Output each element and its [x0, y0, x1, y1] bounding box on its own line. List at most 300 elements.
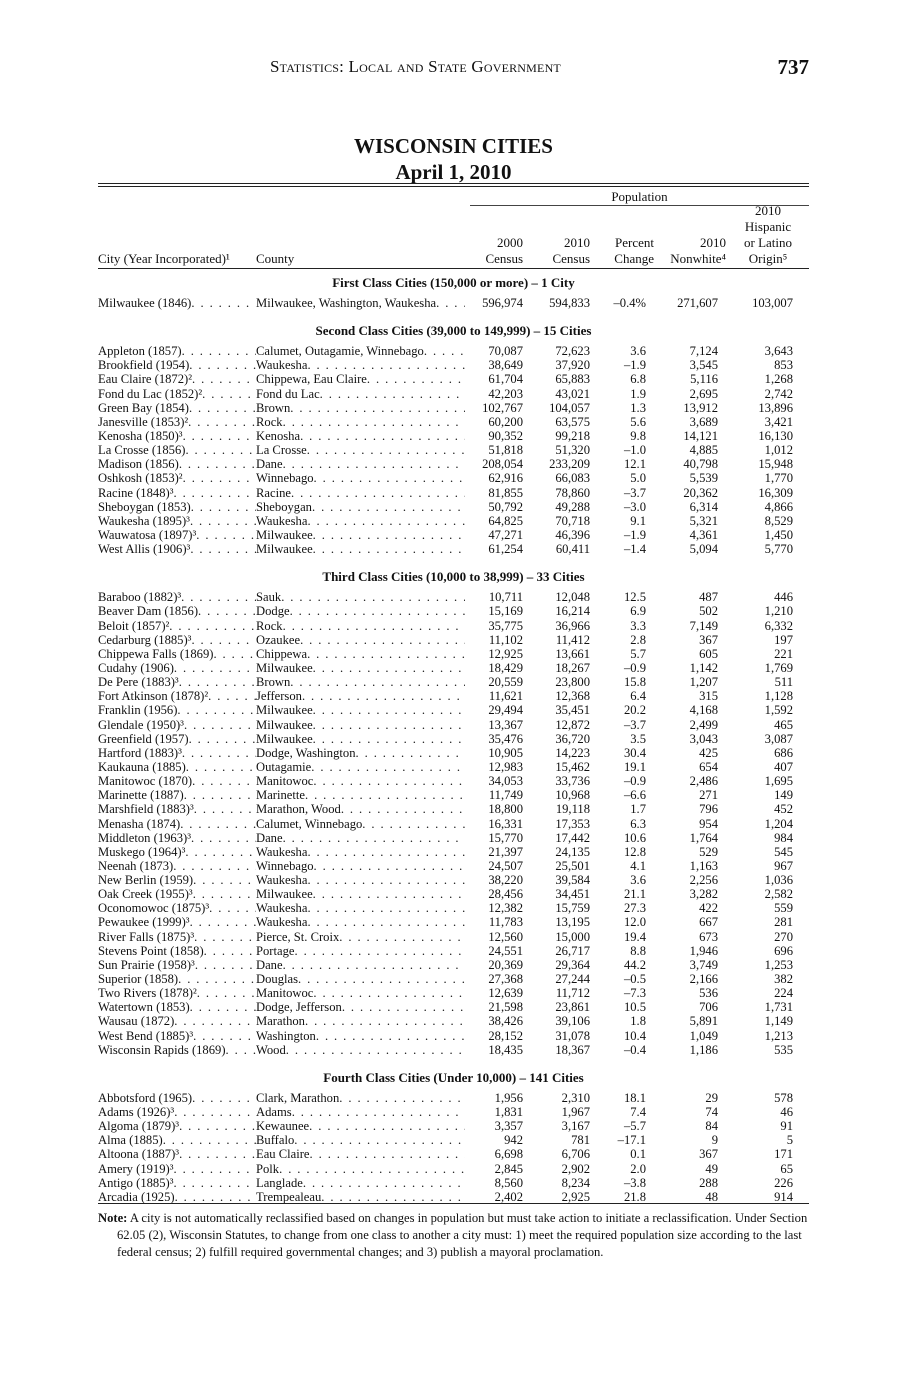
census-2000-cell: 61,254 — [488, 542, 523, 557]
county-name: Sheboygan — [256, 499, 312, 514]
city-name: Fort Atkinson (1878)² — [98, 689, 209, 704]
nonwhite-cell: 14,121 — [683, 428, 718, 443]
table-row — [98, 1105, 809, 1119]
city-name: Watertown (1853) — [98, 1000, 190, 1015]
county-name: Pierce, St. Croix — [256, 929, 340, 944]
county-cell — [256, 1119, 465, 1133]
header-2000-census — [465, 235, 523, 267]
city-cell — [98, 788, 256, 802]
percent-change-cell: 8.8 — [630, 943, 646, 958]
city-cell — [98, 401, 256, 415]
county-name: Brown — [256, 400, 291, 415]
nonwhite-cell: 654 — [699, 759, 718, 774]
city-cell — [98, 1133, 256, 1147]
header-rule — [98, 268, 809, 269]
city-name: Muskego (1964)³ — [98, 844, 186, 859]
table-row — [98, 1133, 809, 1147]
census-2010-cell: 25,501 — [555, 858, 590, 873]
census-2000-cell: 50,792 — [488, 499, 523, 514]
city-cell — [98, 915, 256, 929]
percent-change-cell: 12.5 — [623, 590, 646, 605]
nonwhite-cell: 605 — [699, 646, 718, 661]
section-title: Third Class Cities (10,000 to 38,999) – 33 Cities — [322, 569, 585, 585]
nonwhite-cell: 6,314 — [689, 499, 718, 514]
county-cell — [256, 718, 465, 732]
census-2000-cell: 15,169 — [488, 604, 523, 619]
census-2010-cell: 23,861 — [555, 1000, 590, 1015]
city-cell — [98, 760, 256, 774]
city-name: Oconomowoc (1875)³ — [98, 901, 210, 916]
county-cell — [256, 661, 465, 675]
nonwhite-cell: 5,321 — [689, 513, 718, 528]
nonwhite-cell: 487 — [699, 590, 718, 605]
city-name: Franklin (1956) — [98, 703, 178, 718]
census-2010-cell: 14,223 — [555, 745, 590, 760]
census-2000-cell: 60,200 — [488, 414, 523, 429]
percent-change-cell: 9.1 — [630, 513, 646, 528]
table-row — [98, 457, 809, 471]
percent-change-cell: 12.0 — [623, 915, 646, 930]
county-cell — [256, 1176, 465, 1190]
city-cell — [98, 944, 256, 958]
percent-change-cell: 4.1 — [630, 858, 646, 873]
nonwhite-cell: 74 — [705, 1105, 718, 1120]
top-rule-double — [98, 186, 809, 187]
city-name: Marshfield (1883)³ — [98, 802, 194, 817]
census-2010-cell: 2,310 — [561, 1090, 590, 1105]
section-gap — [98, 1057, 809, 1065]
census-2010-cell: 23,800 — [555, 675, 590, 690]
table-row — [98, 930, 809, 944]
county-name: Douglas — [256, 972, 298, 987]
nonwhite-cell: 3,689 — [689, 414, 718, 429]
county-name: Milwaukee — [256, 703, 313, 718]
county-name: Waukesha — [256, 901, 308, 916]
county-cell — [256, 887, 465, 901]
table-row — [98, 1043, 809, 1057]
city-name: Wausau (1872) — [98, 1014, 175, 1029]
census-2010-cell: 13,661 — [555, 646, 590, 661]
city-cell — [98, 986, 256, 1000]
county-cell — [256, 817, 465, 831]
percent-change-cell: 3.5 — [630, 731, 646, 746]
hispanic-cell: 559 — [774, 901, 793, 916]
census-2000-cell: 12,560 — [488, 929, 523, 944]
city-name: Sun Prairie (1958)³ — [98, 957, 195, 972]
county-cell — [256, 703, 465, 717]
hispanic-cell: 197 — [774, 632, 793, 647]
census-2000-cell: 47,271 — [488, 527, 523, 542]
census-2010-cell: 12,368 — [555, 689, 590, 704]
table-row — [98, 443, 809, 457]
census-2000-cell: 12,382 — [488, 901, 523, 916]
county-name: Chippewa, Eau Claire — [256, 372, 367, 387]
county-cell — [256, 647, 465, 661]
percent-change-cell: –1.9 — [623, 358, 646, 373]
county-cell — [256, 1014, 465, 1028]
nonwhite-cell: 5,094 — [689, 542, 718, 557]
nonwhite-cell: 529 — [699, 844, 718, 859]
county-name: Chippewa — [256, 646, 308, 661]
hispanic-cell: 91 — [780, 1119, 793, 1134]
census-2000-cell: 18,429 — [488, 660, 523, 675]
percent-change-cell: 6.4 — [630, 689, 646, 704]
hispanic-cell: 545 — [774, 844, 793, 859]
nonwhite-cell: 271 — [699, 788, 718, 803]
city-name: West Bend (1885)³ — [98, 1028, 194, 1043]
hispanic-cell: 1,012 — [764, 443, 793, 458]
city-name: Adams (1926)³ — [98, 1105, 175, 1120]
table-row — [98, 372, 809, 386]
percent-change-cell: –1.4 — [623, 542, 646, 557]
note-text: A city is not automatically reclassified based on changes in population but must take action to initiate a reclassification. Under Section 62.05 (2), Wisconsin Statutes, to change from one class to another a city must: 1) meet the required population size according to the last federal census; 2) fulfill required governmental changes; and 3) publish a mayoral proclamation. — [117, 1211, 808, 1259]
nonwhite-cell: 4,361 — [689, 527, 718, 542]
city-cell — [98, 372, 256, 386]
county-name: Milwaukee — [256, 717, 313, 732]
table-row — [98, 590, 809, 604]
city-name: Milwaukee (1846) — [98, 296, 192, 310]
percent-change-cell: 3.6 — [630, 344, 646, 359]
city-name: La Crosse (1856) — [98, 443, 186, 458]
hispanic-cell: 967 — [774, 858, 793, 873]
hispanic-cell: 1,770 — [764, 471, 793, 486]
county-name: Rock — [256, 618, 283, 633]
census-2010-cell: 43,021 — [555, 386, 590, 401]
city-cell — [98, 1119, 256, 1133]
hispanic-cell: 8,529 — [764, 513, 793, 528]
county-name: Washington — [256, 1028, 316, 1043]
percent-change-cell: 2.0 — [630, 1161, 646, 1176]
census-2000-cell: 42,203 — [488, 386, 523, 401]
census-2000-cell: 11,783 — [488, 915, 523, 930]
nonwhite-cell: 536 — [699, 986, 718, 1001]
hispanic-cell: 5 — [786, 1133, 793, 1148]
city-name: Fond du Lac (1852)² — [98, 386, 203, 401]
city-cell — [98, 703, 256, 717]
city-name: Green Bay (1854) — [98, 400, 189, 415]
percent-change-cell: 6.8 — [630, 372, 646, 387]
county-cell — [256, 774, 465, 788]
hispanic-cell: 226 — [774, 1175, 793, 1190]
census-2000-cell: 20,369 — [488, 957, 523, 972]
nonwhite-cell: 20,362 — [683, 485, 718, 500]
table-row — [98, 944, 809, 958]
census-2000-cell: 1,831 — [494, 1105, 523, 1120]
hispanic-cell: 1,253 — [764, 957, 793, 972]
city-name: Janesville (1853)² — [98, 414, 189, 429]
city-name: Beaver Dam (1856) — [98, 604, 199, 619]
city-cell — [98, 746, 256, 760]
city-cell — [98, 1176, 256, 1190]
nonwhite-cell: 13,912 — [683, 400, 718, 415]
city-name: Marinette (1887) — [98, 788, 184, 803]
county-cell — [256, 958, 465, 972]
table-row — [98, 873, 809, 887]
city-cell — [98, 443, 256, 457]
census-2010-cell: 104,057 — [549, 400, 590, 415]
city-cell — [98, 528, 256, 542]
county-name: Marinette — [256, 788, 305, 803]
county-cell — [256, 1105, 465, 1119]
city-cell — [98, 619, 256, 633]
county-cell — [256, 500, 465, 514]
percent-change-cell: –17.1 — [617, 1133, 646, 1148]
nonwhite-cell: 84 — [705, 1119, 718, 1134]
nonwhite-cell: 1,163 — [689, 858, 718, 873]
percent-change-cell: –7.3 — [623, 986, 646, 1001]
table-row — [98, 528, 809, 542]
running-title: Statistics: Local and State Government — [270, 57, 561, 76]
hispanic-cell: 1,769 — [764, 660, 793, 675]
census-2000-cell: 21,598 — [488, 1000, 523, 1015]
header-2000-line1: 2000 — [497, 235, 523, 250]
percent-change-cell: 9.8 — [630, 428, 646, 443]
nonwhite-cell: 9 — [711, 1133, 718, 1148]
percent-change-cell: –0.9 — [623, 774, 646, 789]
hispanic-cell: 1,204 — [764, 816, 793, 831]
city-cell — [98, 358, 256, 372]
census-2010-cell: 15,462 — [555, 759, 590, 774]
county-cell — [256, 1162, 465, 1176]
census-2000-cell: 51,818 — [488, 443, 523, 458]
nonwhite-cell: 5,116 — [690, 372, 718, 387]
nonwhite-cell: 29 — [705, 1090, 718, 1105]
percent-change-cell: 12.1 — [623, 457, 646, 472]
percent-change-cell: –6.6 — [623, 788, 646, 803]
page-title — [0, 133, 907, 185]
census-2000-cell: 27,368 — [488, 972, 523, 987]
nonwhite-cell: 1,207 — [689, 675, 718, 690]
census-2010-cell: 2,925 — [561, 1189, 590, 1204]
hispanic-cell: 984 — [774, 830, 793, 845]
county-name: Milwaukee — [256, 887, 313, 902]
percent-change-cell: 21.8 — [623, 1189, 646, 1204]
census-2000-cell: 21,397 — [488, 844, 523, 859]
census-2000-cell: 18,435 — [488, 1042, 523, 1057]
header-hispanic — [733, 203, 803, 267]
census-2000-cell: 62,916 — [488, 471, 523, 486]
table-row — [98, 415, 809, 429]
population-group-label: Population — [611, 189, 668, 204]
census-2010-cell: 12,872 — [555, 717, 590, 732]
percent-change-cell: 19.4 — [623, 929, 646, 944]
table-row — [98, 647, 809, 661]
city-name: Greenfield (1957) — [98, 731, 189, 746]
hispanic-cell: 1,695 — [764, 774, 793, 789]
county-name: Marathon — [256, 1014, 305, 1029]
percent-change-cell: 10.4 — [623, 1028, 646, 1043]
percent-change-cell: 18.1 — [623, 1090, 646, 1105]
city-cell — [98, 647, 256, 661]
county-name: La Crosse — [256, 443, 307, 458]
census-2000-cell: 13,367 — [488, 717, 523, 732]
census-2000-cell: 2,845 — [494, 1161, 523, 1176]
hispanic-cell: 407 — [774, 759, 793, 774]
city-name: Cudahy (1906) — [98, 660, 174, 675]
census-2010-cell: 33,736 — [555, 774, 590, 789]
census-2010-cell: 13,195 — [555, 915, 590, 930]
census-2000-cell: 6,698 — [494, 1147, 523, 1162]
county-cell — [256, 1091, 465, 1105]
county-name: Sauk — [256, 590, 282, 605]
nonwhite-cell: 48 — [705, 1189, 718, 1204]
county-cell — [256, 471, 465, 485]
nonwhite-cell: 367 — [699, 632, 718, 647]
city-cell — [98, 901, 256, 915]
table-row — [98, 986, 809, 1000]
city-cell — [98, 802, 256, 816]
percent-change-cell: 1.7 — [630, 802, 646, 817]
header-percent-change — [596, 235, 654, 267]
nonwhite-cell: 5,891 — [689, 1014, 718, 1029]
hispanic-cell: 578 — [774, 1090, 793, 1105]
county-cell — [256, 930, 465, 944]
title-line-1: WISCONSIN CITIES — [354, 134, 553, 158]
county-cell — [256, 387, 465, 401]
county-name: Dodge, Washington — [256, 745, 356, 760]
county-cell — [256, 604, 465, 618]
hispanic-cell: 3,643 — [764, 344, 793, 359]
census-2010-cell: 34,451 — [555, 887, 590, 902]
county-cell — [256, 633, 465, 647]
city-name: Stevens Point (1858) — [98, 943, 204, 958]
city-name: Baraboo (1882)³ — [98, 590, 182, 605]
hispanic-cell: 281 — [774, 915, 793, 930]
city-cell — [98, 296, 256, 310]
city-name: Oshkosh (1853)² — [98, 471, 183, 486]
county-cell — [256, 590, 465, 604]
city-name: Pewaukee (1999)³ — [98, 915, 190, 930]
table-row — [98, 296, 809, 310]
city-cell — [98, 1014, 256, 1028]
hispanic-cell: 224 — [774, 986, 793, 1001]
hispanic-cell: 13,896 — [758, 400, 793, 415]
census-2000-cell: 1,956 — [494, 1090, 523, 1105]
census-2010-cell: 39,106 — [555, 1014, 590, 1029]
city-cell — [98, 542, 256, 556]
county-cell — [256, 802, 465, 816]
county-name: Ozaukee — [256, 632, 301, 647]
city-name: New Berlin (1959) — [98, 873, 194, 888]
city-cell — [98, 675, 256, 689]
census-2000-cell: 12,925 — [488, 646, 523, 661]
table-row — [98, 661, 809, 675]
county-cell — [256, 528, 465, 542]
city-cell — [98, 486, 256, 500]
hispanic-cell: 696 — [774, 943, 793, 958]
nonwhite-cell: 2,256 — [689, 873, 718, 888]
census-2000-cell: 596,974 — [482, 296, 523, 310]
nonwhite-cell: 3,545 — [689, 358, 718, 373]
city-cell — [98, 1000, 256, 1014]
percent-change-cell: 1.3 — [630, 400, 646, 415]
table-row — [98, 358, 809, 372]
census-2010-cell: 37,920 — [555, 358, 590, 373]
census-2010-cell: 27,244 — [555, 972, 590, 987]
county-name: Buffalo — [256, 1133, 295, 1148]
census-2010-cell: 31,078 — [555, 1028, 590, 1043]
census-2000-cell: 2,402 — [494, 1189, 523, 1204]
city-name: West Allis (1906)³ — [98, 542, 191, 557]
census-2010-cell: 18,367 — [555, 1042, 590, 1057]
county-cell — [256, 619, 465, 633]
title-line-2: April 1, 2010 — [395, 160, 512, 184]
county-cell — [256, 372, 465, 386]
census-2010-cell: 66,083 — [555, 471, 590, 486]
city-cell — [98, 457, 256, 471]
table-row — [98, 1147, 809, 1161]
county-cell — [256, 1000, 465, 1014]
county-name: Calumet, Winnebago — [256, 816, 363, 831]
nonwhite-cell: 3,749 — [689, 957, 718, 972]
city-name: Abbotsford (1965) — [98, 1090, 193, 1105]
city-cell — [98, 1162, 256, 1176]
census-2010-cell: 594,833 — [549, 296, 590, 310]
hispanic-cell: 1,149 — [764, 1014, 793, 1029]
county-cell — [256, 415, 465, 429]
nonwhite-cell: 1,142 — [689, 660, 718, 675]
hispanic-cell: 2,742 — [764, 386, 793, 401]
census-2010-cell: 26,717 — [555, 943, 590, 958]
city-name: Appleton (1857) — [98, 344, 182, 359]
census-2000-cell: 10,711 — [488, 590, 523, 605]
census-2000-cell: 35,775 — [488, 618, 523, 633]
county-name: Milwaukee — [256, 527, 313, 542]
cities-table — [98, 270, 809, 1204]
table-row — [98, 831, 809, 845]
hispanic-cell: 3,087 — [764, 731, 793, 746]
hispanic-cell: 446 — [774, 590, 793, 605]
census-2010-cell: 17,442 — [555, 830, 590, 845]
city-name: Amery (1919)³ — [98, 1161, 174, 1176]
header-2010-line2: Census — [552, 251, 590, 266]
percent-change-cell: –1.0 — [623, 443, 646, 458]
census-2010-cell: 46,396 — [555, 527, 590, 542]
hispanic-cell: 3,421 — [764, 414, 793, 429]
county-cell — [256, 845, 465, 859]
county-name: Clark, Marathon — [256, 1090, 340, 1105]
census-2010-cell: 51,320 — [555, 443, 590, 458]
city-cell — [98, 1147, 256, 1161]
table-row — [98, 972, 809, 986]
table-row — [98, 633, 809, 647]
county-cell — [256, 358, 465, 372]
city-name: River Falls (1875)³ — [98, 929, 195, 944]
header-hispanic-line1: 2010 — [755, 203, 781, 218]
county-name: Dane — [256, 830, 283, 845]
percent-change-cell: 10.6 — [623, 830, 646, 845]
hispanic-cell: 149 — [774, 788, 793, 803]
county-cell — [256, 457, 465, 471]
city-cell — [98, 972, 256, 986]
county-name: Milwaukee, Washington, Waukesha — [256, 296, 437, 310]
census-2000-cell: 11,749 — [488, 788, 523, 803]
city-cell — [98, 661, 256, 675]
nonwhite-cell: 667 — [699, 915, 718, 930]
hispanic-cell: 65 — [780, 1161, 793, 1176]
census-2010-cell: 78,860 — [555, 485, 590, 500]
city-cell — [98, 1105, 256, 1119]
county-cell — [256, 788, 465, 802]
percent-change-cell: –0.5 — [623, 972, 646, 987]
county-cell — [256, 296, 465, 310]
header-percent-line1: Percent — [615, 235, 654, 250]
table-row — [98, 1190, 809, 1204]
county-name: Polk — [256, 1161, 280, 1176]
nonwhite-cell: 425 — [699, 745, 718, 760]
section-title: First Class Cities (150,000 or more) – 1 City — [332, 275, 575, 290]
nonwhite-cell: 315 — [699, 689, 718, 704]
